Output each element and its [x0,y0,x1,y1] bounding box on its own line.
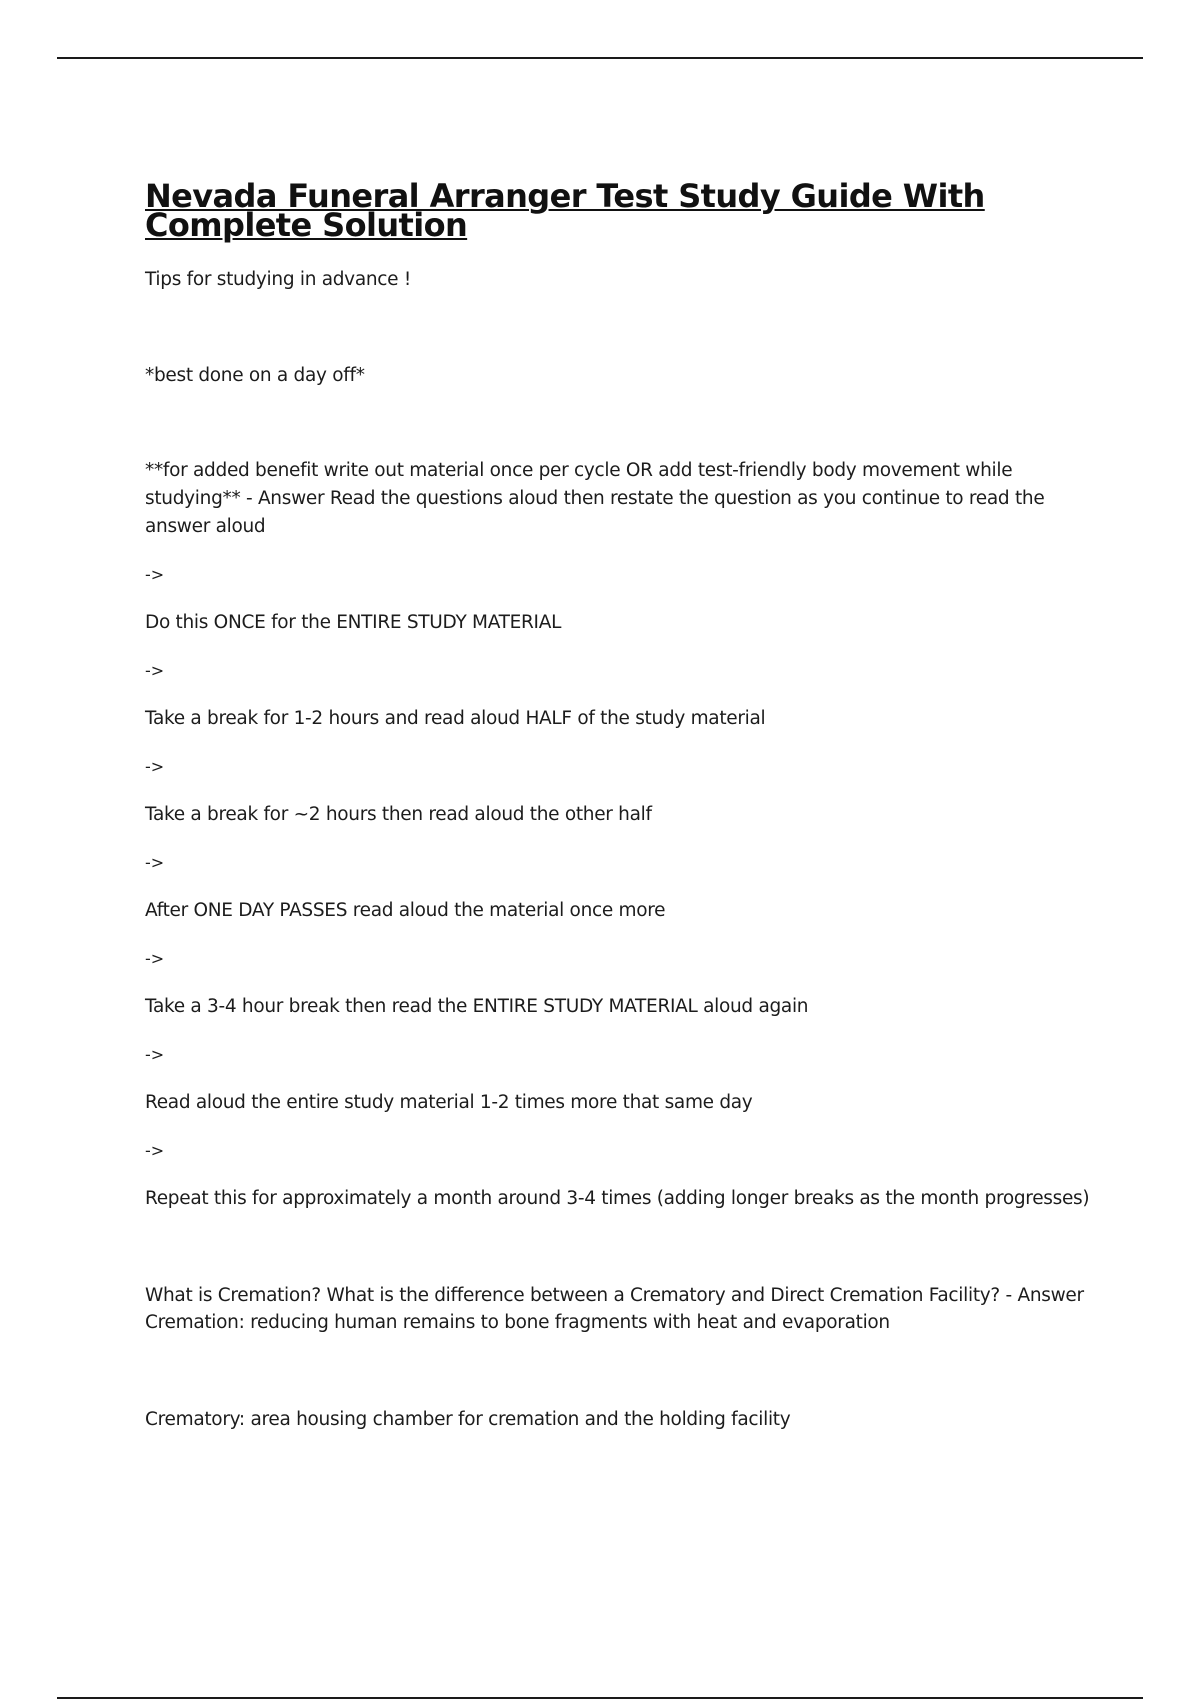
step-once-entire: Do this ONCE for the ENTIRE STUDY MATERIAL [145,612,562,633]
arrow-step-4: -> [145,853,165,872]
paragraph-added-benefit: **for added benefit write out material once per cycle OR add test-friendly body movement while studying** - Answer Read the questions aloud then restate the question as you continue to read the answer aloud [145,460,1045,537]
bottom-rule [57,1697,1143,1699]
paragraph-day-off: *best done on a day off* [145,365,365,386]
step-break-half: Take a break for 1-2 hours and read aloud HALF of the study material [145,708,766,729]
document-body [145,177,1090,1434]
step-one-day: After ONE DAY PASSES read aloud the material once more [145,900,666,921]
arrow-step-7: -> [145,1141,165,1160]
document-title: Nevada Funeral Arranger Test Study Guide With Complete Solution [145,177,985,244]
question-cremation: What is Cremation? What is the difference between a Crematory and Direct Cremation Facility? - Answer Cremation: reducing human remains to bone fragments with heat and evaporation [145,1285,1084,1333]
top-rule [57,57,1143,59]
step-repeat-month: Repeat this for approximately a month around 3-4 times (adding longer breaks as the month progresses) [145,1188,1090,1209]
arrow-step-1: -> [145,565,165,584]
step-3-4-hour-break: Take a 3-4 hour break then read the ENTIRE STUDY MATERIAL aloud again [145,996,809,1017]
step-same-day: Read aloud the entire study material 1-2 times more that same day [145,1092,753,1113]
paragraph-tips: Tips for studying in advance ! [145,269,411,290]
arrow-step-2: -> [145,661,165,680]
arrow-step-3: -> [145,757,165,776]
step-other-half: Take a break for ~2 hours then read aloud the other half [145,804,652,825]
answer-crematory: Crematory: area housing chamber for cremation and the holding facility [145,1409,791,1430]
arrow-step-5: -> [145,949,165,968]
arrow-step-6: -> [145,1045,165,1064]
